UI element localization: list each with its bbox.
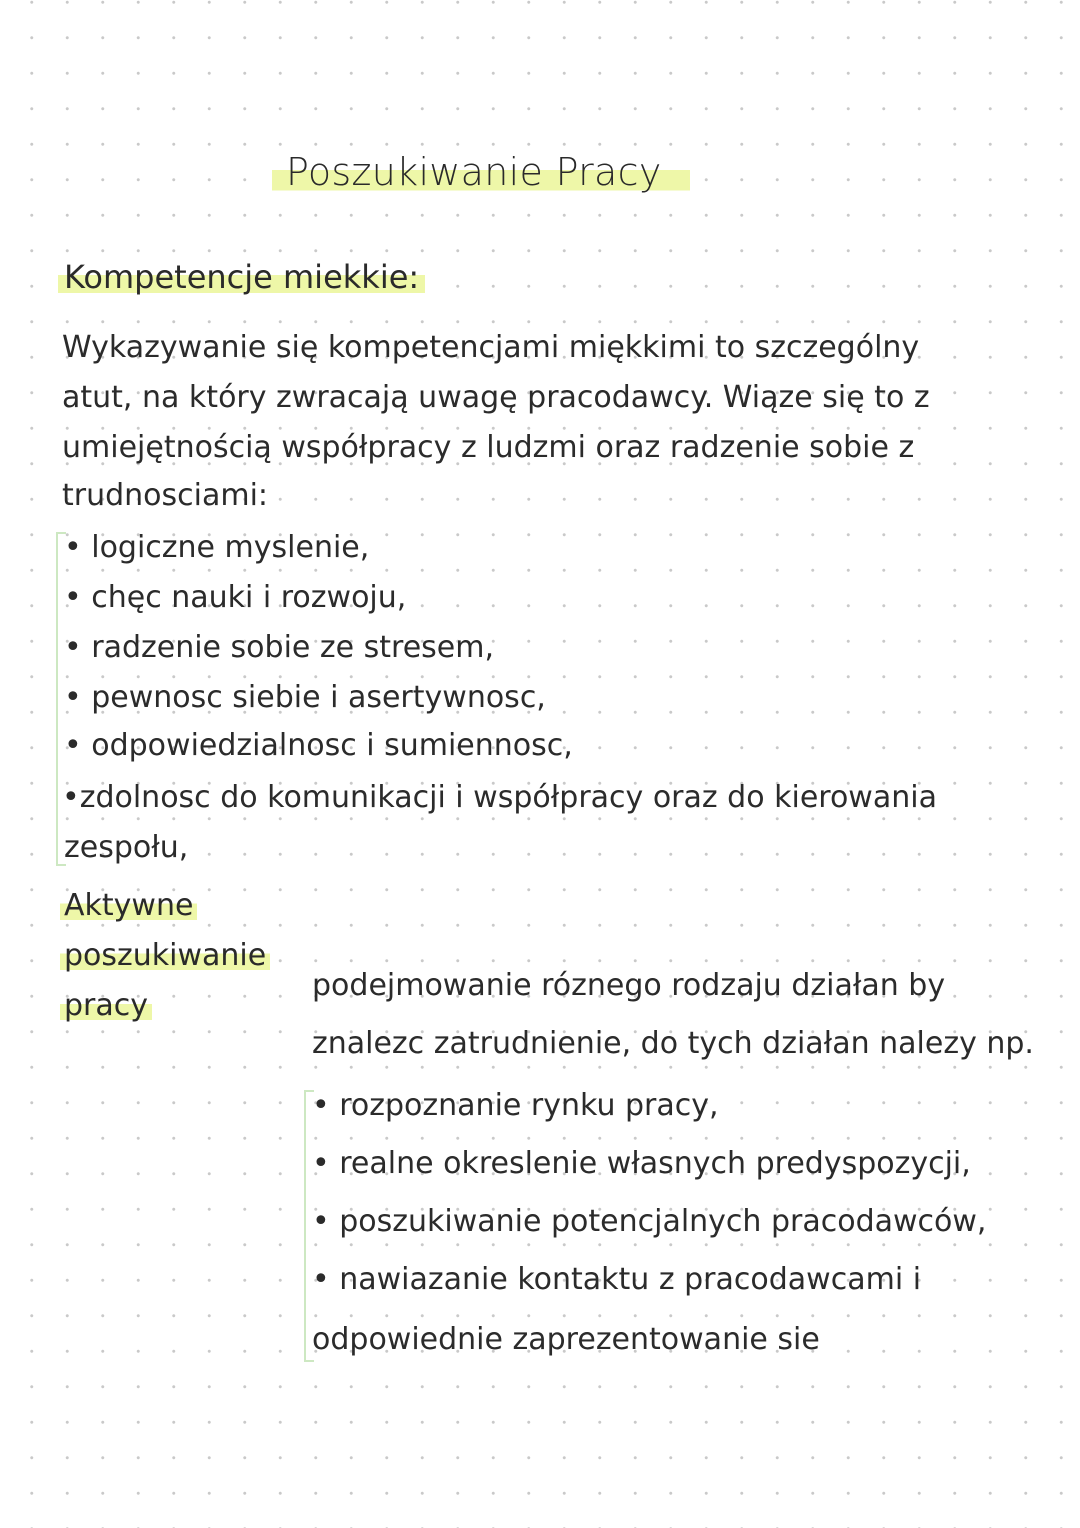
active-search-item-4: • nawiazanie kontaktu z pracodawcami i: [312, 1262, 922, 1297]
active-search-item-1: • rozpoznanie rynku pracy,: [312, 1088, 719, 1123]
title-text: Poszukiwanie Pracy: [272, 150, 690, 194]
active-search-heading-text-1: Aktywne: [60, 888, 197, 923]
active-search-definition-line-1: podejmowanie róznego rodzaju działan by: [312, 968, 946, 1003]
soft-skills-intro-line-1: Wykazywanie się kompetencjami miękkimi to szczególny: [62, 330, 920, 365]
soft-skills-item-6: •zdolnosc do komunikacji i współpracy oraz do kierowania: [62, 780, 937, 815]
active-search-heading-text-3: pracy: [60, 988, 152, 1023]
soft-skills-intro-line-4: trudnosciami:: [62, 478, 269, 513]
soft-skills-item-5: • odpowiedzialnosc i sumiennosc,: [64, 728, 573, 763]
soft-skills-item-4: • pewnosc siebie i asertywnosc,: [64, 680, 546, 715]
soft-skills-item-1: • logiczne myslenie,: [64, 530, 370, 565]
active-search-heading-text-2: poszukiwanie: [60, 938, 270, 973]
active-search-heading-line-2: [60, 938, 270, 973]
soft-skills-heading-text: Kompetencje miekkie:: [58, 258, 425, 296]
active-search-heading-line-3: [60, 988, 152, 1023]
soft-skills-item-3: • radzenie sobie ze stresem,: [64, 630, 495, 665]
soft-skills-intro-line-2: atut, na który zwracają uwagę pracodawcy. Wiąze się to z: [62, 380, 930, 415]
soft-skills-heading: [58, 258, 425, 296]
page-title: [272, 150, 690, 194]
active-search-item-5: odpowiednie zaprezentowanie sie: [312, 1322, 820, 1357]
active-search-definition-line-2: znalezc zatrudnienie, do tych działan nalezy np.: [312, 1026, 1034, 1061]
soft-skills-item-7: zespołu,: [64, 830, 189, 865]
active-search-item-2: • realne okreslenie własnych predyspozycji,: [312, 1146, 971, 1181]
soft-skills-intro-line-3: umiejętnością współpracy z ludzmi oraz radzenie sobie z: [62, 430, 915, 465]
active-search-heading-line-1: [60, 888, 197, 923]
active-search-item-3: • poszukiwanie potencjalnych pracodawców,: [312, 1204, 987, 1239]
soft-skills-item-2: • chęc nauki i rozwoju,: [64, 580, 407, 615]
